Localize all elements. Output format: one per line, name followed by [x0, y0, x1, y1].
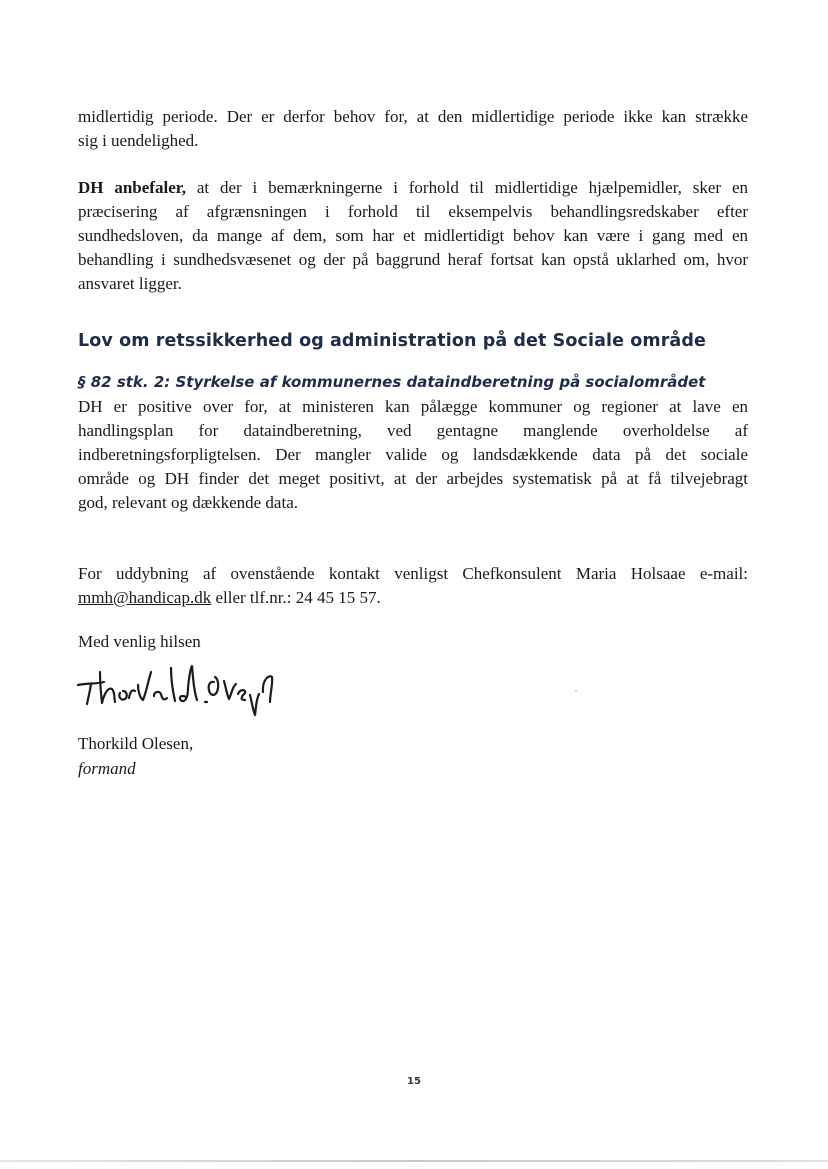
text-run: at der i bemærkningerne i forhold til midlertidige hjælpemidler, sker en	[185, 178, 748, 197]
closing-greeting: Med venlig hilsen	[78, 632, 201, 651]
text-line: indberetningsforpligtelsen. Der mangler valide og landsdækkende data på det sociale	[78, 445, 748, 464]
text-line: midlertidig periode. Der er derfor behov for, at den midlertidige periode ikke kan strække	[78, 107, 748, 126]
bold-lead: DH anbefaler,	[78, 178, 186, 197]
section-heading: Lov om retssikkerhed og administration på det Sociale område	[78, 331, 706, 351]
text-line: ansvaret ligger.	[78, 274, 182, 293]
text-line: behandling i sundhedsvæsenet og der på baggrund heraf fortsat kan opstå uklarhed om, hvor	[78, 250, 748, 269]
scan-edge-line	[0, 1160, 828, 1162]
text-line: god, relevant og dækkende data.	[78, 493, 298, 512]
page-number: 15	[407, 1076, 421, 1087]
paragraph-contact	[78, 562, 748, 610]
paragraph-dh-recommends	[78, 176, 748, 296]
text-line: sundhedsloven, da mange af dem, som har et midlertidigt behov kan være i gang med en	[78, 226, 748, 245]
text-line: For uddybning af ovenstående kontakt venligst Chefkonsulent Maria Holsaae e-mail:	[78, 564, 748, 583]
text-line: sig i uendelighed.	[78, 131, 199, 150]
text-run: eller tlf.nr.: 24 45 15 57.	[211, 588, 381, 607]
paragraph-temporary-period	[78, 105, 748, 153]
text-line: præcisering af afgrænsningen i forhold til eksempelvis behandlingsredskaber efter	[78, 202, 748, 221]
text-line: DH er positive over for, at ministeren kan pålægge kommuner og regioner at lave en	[78, 397, 748, 416]
text-line	[78, 176, 748, 200]
signer-title: formand	[78, 759, 136, 778]
scan-speck	[575, 690, 577, 692]
signer-name: Thorkild Olesen,	[78, 734, 194, 753]
text-line	[78, 586, 748, 610]
text-line: område og DH finder det meget positivt, at der arbejdes systematisk på at få tilvejebragt	[78, 469, 748, 488]
subsection-heading: § 82 stk. 2: Styrkelse af kommunernes dataindberetning på socialområdet	[78, 373, 706, 391]
paragraph-data-reporting	[78, 395, 748, 515]
handwritten-signature	[74, 658, 294, 718]
email-link[interactable]: mmh@handicap.dk	[78, 588, 212, 607]
text-line: handlingsplan for dataindberetning, ved gentagne manglende overholdelse af	[78, 421, 748, 440]
